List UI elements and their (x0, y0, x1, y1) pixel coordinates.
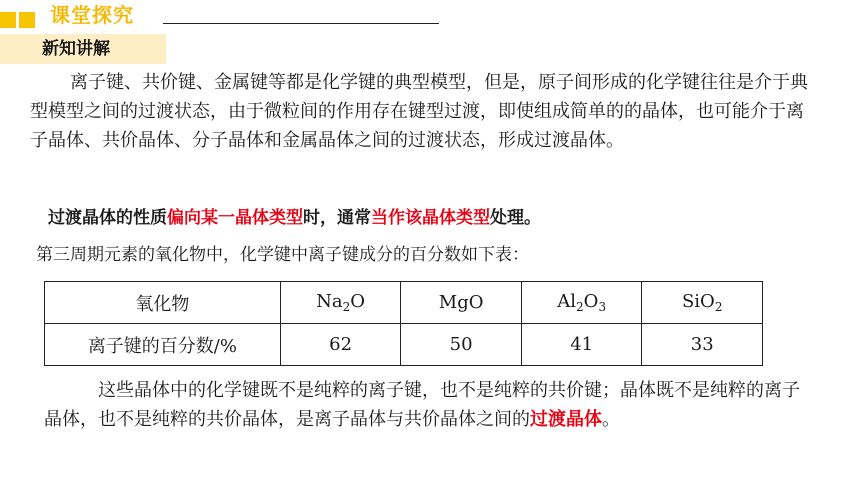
key-point-highlight: 偏向某一晶体类型 (167, 208, 303, 228)
key-point-text: 时，通常 (303, 208, 371, 228)
table-cell: 50 (401, 324, 522, 366)
table-cell: 41 (521, 324, 642, 366)
table-header-cell: 氧化物 (45, 282, 281, 324)
accent-square-icon (0, 12, 16, 28)
key-point-text: 过渡晶体的性质 (48, 208, 167, 228)
accent-square-icon (19, 12, 35, 28)
table-cell: 33 (642, 324, 763, 366)
title-underline (163, 23, 439, 24)
page-title: 课堂探究 (50, 3, 134, 27)
table-header-cell: 离子键的百分数/% (45, 324, 281, 366)
key-point-paragraph (48, 204, 838, 233)
ionic-bond-table (44, 281, 763, 366)
table-cell: 62 (280, 324, 401, 366)
conclusion-text: 这些晶体中的化学键既不是纯粹的离子键，也不是纯粹的共价键；晶体既不是纯粹的离子晶体，也不是纯粹的共价晶体，是离子晶体与共价晶体之间的 (44, 380, 800, 430)
section-label: 新知讲解 (42, 39, 110, 59)
table-row (45, 282, 763, 324)
intro-paragraph: 离子键、共价键、金属键等都是化学键的典型模型，但是，原子间形成的化学键往往是介于典型模型之间的过渡状态，由于微粒间的作用存在键型过渡，即使组成简单的的晶体，也可能介于离子晶体、共价晶体、分子晶体和金属晶体之间的过渡状态，形成过渡晶体。 (30, 72, 808, 151)
key-point-highlight: 当作该晶体类型 (371, 208, 490, 228)
table-cell: MgO (401, 282, 522, 324)
conclusion-end: 。 (602, 409, 620, 430)
key-point-text: 处理。 (490, 208, 541, 228)
table-intro: 第三周期元素的氧化物中，化学键中离子键成分的百分数如下表： (36, 245, 529, 265)
table-cell: $Al_2O_3$ (521, 282, 642, 324)
header-bar (0, 0, 860, 34)
section-tag (0, 34, 166, 64)
conclusion-paragraph (44, 376, 804, 434)
table-row (45, 324, 763, 366)
table-cell: SiO$_2$ (642, 282, 763, 324)
table-cell: $Na_2O$ (280, 282, 401, 324)
conclusion-highlight: 过渡晶体 (530, 409, 602, 430)
